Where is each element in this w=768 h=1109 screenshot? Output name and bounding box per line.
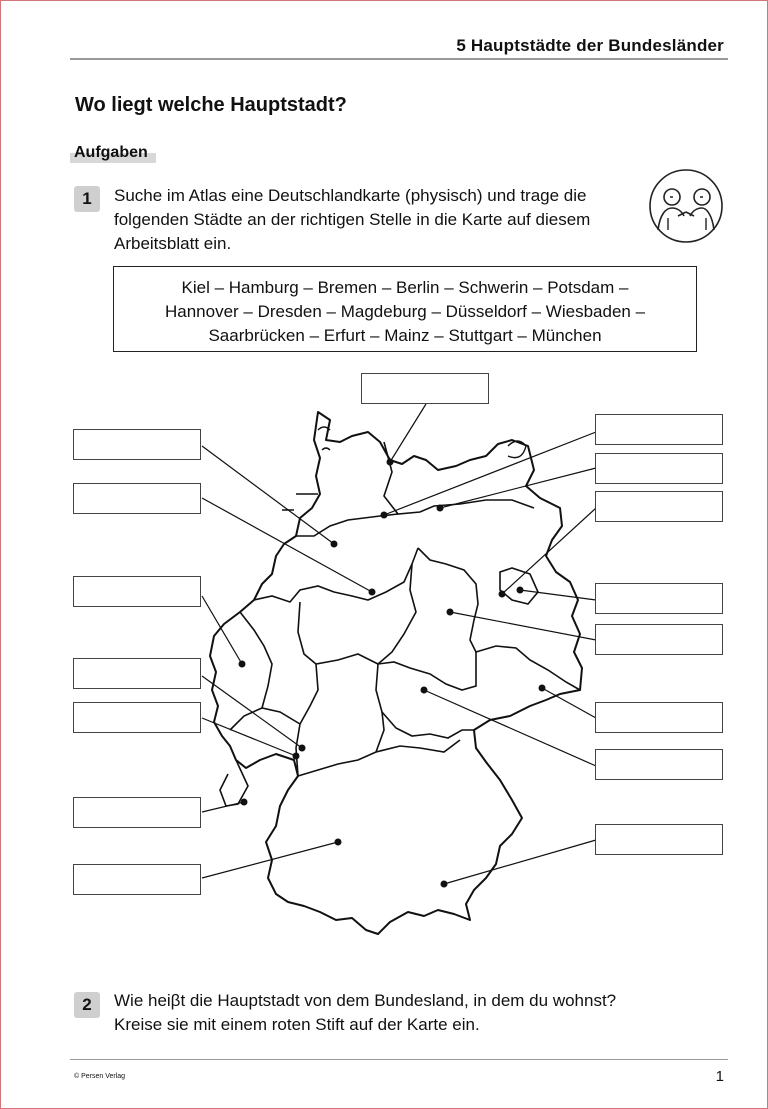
answer-box-right-2[interactable] (595, 453, 723, 484)
task-1-line: Arbeitsblatt ein. (114, 234, 232, 253)
answer-box-right-5[interactable] (595, 624, 723, 655)
answer-box-left-7[interactable] (73, 864, 201, 895)
answer-box-left-6[interactable] (73, 797, 201, 828)
task-2-line: Kreise sie mit einem roten Stift auf der Karte ein. (114, 1015, 480, 1034)
answer-box-kiel[interactable] (361, 373, 489, 404)
city-list-line: Hannover – Dresden – Magdeburg – Düsseldorf – Wiesbaden – (164, 302, 646, 321)
worksheet-title: Wo liegt welche Hauptstadt? (75, 94, 347, 116)
answer-box-left-4[interactable] (73, 658, 201, 689)
section-label: Aufgaben (70, 142, 156, 166)
answer-box-left-5[interactable] (73, 702, 201, 733)
task-1-number: 1 (74, 186, 100, 212)
task-2-line: Wie heiβt die Hauptstadt von dem Bundesland, in dem du wohnst? (114, 991, 617, 1010)
answer-box-right-7[interactable] (595, 749, 723, 780)
answer-box-right-4[interactable] (595, 583, 723, 614)
footer-divider (70, 1059, 728, 1060)
chapter-header: 5 Hauptstädte der Bundesländer (456, 36, 724, 55)
answer-box-right-6[interactable] (595, 702, 723, 733)
answer-box-left-3[interactable] (73, 576, 201, 607)
answer-box-right-8[interactable] (595, 824, 723, 855)
answer-box-left-1[interactable] (73, 429, 201, 460)
page-number: 1 (715, 1068, 724, 1085)
task-2-number: 2 (74, 992, 100, 1018)
city-list-line: Kiel – Hamburg – Bremen – Berlin – Schwerin – Potsdam – (181, 278, 629, 297)
answer-box-right-3[interactable] (595, 491, 723, 522)
task-1-line: folgenden Städte an der richtigen Stelle in die Karte auf diesem (114, 210, 591, 229)
task-1-line: Suche im Atlas eine Deutschlandkarte (physisch) und trage die (114, 186, 587, 205)
answer-box-right-1[interactable] (595, 414, 723, 445)
city-list-line: Saarbrücken – Erfurt – Mainz – Stuttgart – München (208, 326, 602, 345)
publisher-credit: © Persen Verlag (74, 1073, 126, 1080)
answer-box-left-2[interactable] (73, 483, 201, 514)
task-2-text (114, 989, 616, 1037)
germany-outline (210, 412, 582, 934)
